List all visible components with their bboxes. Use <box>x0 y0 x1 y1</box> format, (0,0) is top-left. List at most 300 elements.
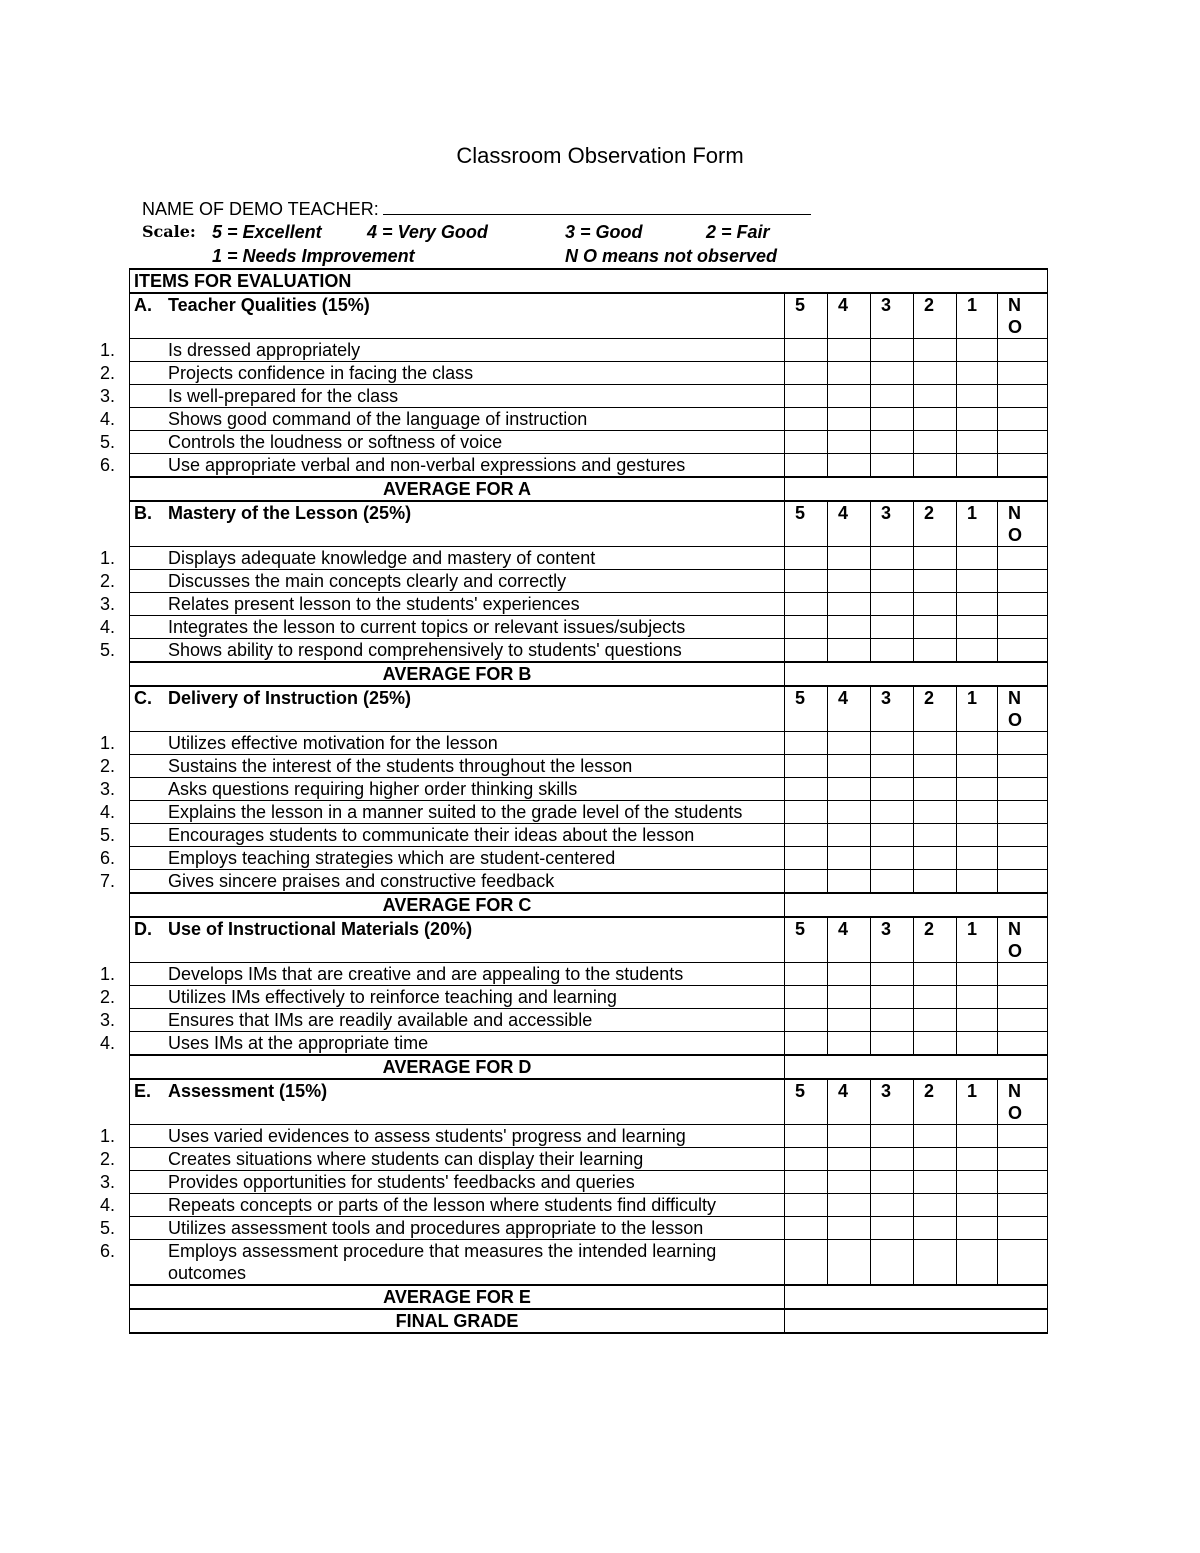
rating-cell[interactable] <box>957 1009 998 1032</box>
rating-cell[interactable] <box>828 1032 871 1056</box>
score-header <box>871 293 914 339</box>
rating-cell[interactable] <box>914 986 957 1009</box>
rating-cell[interactable] <box>914 362 957 385</box>
rating-cell[interactable] <box>785 1148 828 1171</box>
item-text: Displays adequate knowledge and mastery of content <box>168 548 596 568</box>
item-text-wrap <box>100 1009 780 1031</box>
item-number: 3. <box>100 779 116 799</box>
rating-cell[interactable] <box>957 870 998 894</box>
rating-cell[interactable] <box>871 570 914 593</box>
item-text-wrap <box>100 362 780 384</box>
section-header-row <box>130 686 1048 732</box>
items-header-row <box>130 269 1048 293</box>
teacher-name-field[interactable] <box>383 196 811 215</box>
rating-cell[interactable] <box>828 801 871 824</box>
rating-cell[interactable] <box>828 639 871 663</box>
item-cell <box>100 1194 785 1217</box>
rating-cell[interactable] <box>828 963 871 986</box>
score-header-label: 5 <box>795 1081 806 1101</box>
item-text-wrap <box>100 801 780 823</box>
teacher-name-label: NAME OF DEMO TEACHER: <box>142 199 379 219</box>
item-text-wrap <box>100 593 780 615</box>
rating-cell[interactable] <box>828 1125 871 1148</box>
item-text: Use appropriate verbal and non-verbal expressions and gestures <box>168 455 686 475</box>
rating-cell[interactable] <box>871 1240 914 1286</box>
average-label: AVERAGE FOR E <box>130 1285 785 1309</box>
rating-cell[interactable] <box>957 616 998 639</box>
rating-cell[interactable] <box>998 755 1048 778</box>
rating-cell[interactable] <box>828 547 871 570</box>
rating-cell[interactable] <box>828 616 871 639</box>
item-row <box>130 1125 1048 1148</box>
rating-cell[interactable] <box>785 801 828 824</box>
item-row <box>130 1194 1048 1217</box>
rating-cell[interactable] <box>957 339 998 362</box>
final-grade-value-cell[interactable] <box>785 1309 1048 1333</box>
rating-cell[interactable] <box>785 1171 828 1194</box>
score-header <box>914 501 957 547</box>
item-number: 6. <box>100 1241 116 1261</box>
section-title: Mastery of the Lesson (25%) <box>168 503 412 523</box>
rating-cell[interactable] <box>914 1217 957 1240</box>
rating-cell[interactable] <box>871 593 914 616</box>
rating-cell[interactable] <box>828 339 871 362</box>
item-text: Utilizes assessment tools and procedures appropriate to the lesson <box>168 1218 704 1238</box>
average-row <box>130 1055 1048 1079</box>
item-cell <box>100 431 785 454</box>
rating-cell[interactable] <box>871 639 914 663</box>
item-text-wrap <box>100 847 780 869</box>
item-cell <box>100 1148 785 1171</box>
rating-cell[interactable] <box>998 1240 1048 1286</box>
item-text: Projects confidence in facing the class <box>168 363 474 383</box>
average-value-cell[interactable] <box>785 1285 1048 1309</box>
rating-cell[interactable] <box>785 593 828 616</box>
item-text: Develops IMs that are creative and are appealing to the students <box>168 964 684 984</box>
item-number: 3. <box>100 386 116 406</box>
rating-cell[interactable] <box>785 339 828 362</box>
score-header <box>828 501 871 547</box>
item-cell <box>100 824 785 847</box>
section-letter: A. <box>134 295 152 315</box>
rating-cell[interactable] <box>828 408 871 431</box>
score-header <box>828 686 871 732</box>
score-header-label: 1 <box>967 688 978 708</box>
rating-cell[interactable] <box>998 778 1048 801</box>
score-header <box>998 1079 1048 1125</box>
rating-cell[interactable] <box>871 385 914 408</box>
rating-cell[interactable] <box>957 1125 998 1148</box>
item-row <box>130 1148 1048 1171</box>
final-grade-label: FINAL GRADE <box>130 1309 785 1333</box>
item-number: 2. <box>100 1149 116 1169</box>
rating-cell[interactable] <box>957 547 998 570</box>
rating-cell[interactable] <box>998 847 1048 870</box>
scale-1: 1 = Needs Improvement <box>212 246 415 266</box>
rating-cell[interactable] <box>871 431 914 454</box>
rating-cell[interactable] <box>914 639 957 663</box>
item-cell <box>100 362 785 385</box>
item-row <box>130 593 1048 616</box>
rating-cell[interactable] <box>828 870 871 894</box>
item-text: Ensures that IMs are readily available and accessible <box>168 1010 593 1030</box>
item-cell <box>100 616 785 639</box>
item-cell <box>100 1032 785 1056</box>
rating-cell[interactable] <box>785 824 828 847</box>
rating-cell[interactable] <box>998 454 1048 478</box>
item-number: 5. <box>100 825 116 845</box>
rating-cell[interactable] <box>828 732 871 755</box>
score-header <box>914 917 957 963</box>
item-row <box>130 547 1048 570</box>
item-number: 7. <box>100 871 116 891</box>
rating-cell[interactable] <box>785 732 828 755</box>
score-header <box>957 501 998 547</box>
rating-cell[interactable] <box>957 778 998 801</box>
score-header <box>957 686 998 732</box>
rating-cell[interactable] <box>828 1171 871 1194</box>
rating-cell[interactable] <box>785 755 828 778</box>
item-cell <box>100 1217 785 1240</box>
item-text-wrap <box>100 870 780 892</box>
item-row <box>130 362 1048 385</box>
score-header <box>998 917 1048 963</box>
rating-cell[interactable] <box>914 963 957 986</box>
rating-cell[interactable] <box>785 986 828 1009</box>
rating-cell[interactable] <box>957 639 998 663</box>
average-row <box>130 477 1048 501</box>
rating-cell[interactable] <box>914 1032 957 1056</box>
item-number: 2. <box>100 363 116 383</box>
rating-cell[interactable] <box>828 778 871 801</box>
rating-cell[interactable] <box>828 986 871 1009</box>
score-header <box>785 917 828 963</box>
rating-cell[interactable] <box>871 408 914 431</box>
rating-cell[interactable] <box>785 1125 828 1148</box>
rating-cell[interactable] <box>914 593 957 616</box>
scale-5: 5 = Excellent <box>212 222 322 242</box>
score-header-label: 1 <box>967 1081 978 1101</box>
rating-cell[interactable] <box>957 963 998 986</box>
average-value-cell[interactable] <box>785 893 1048 917</box>
rating-cell[interactable] <box>828 593 871 616</box>
rating-cell[interactable] <box>871 847 914 870</box>
section-letter: D. <box>134 919 152 939</box>
rating-cell[interactable] <box>957 1032 998 1056</box>
rating-cell[interactable] <box>828 1194 871 1217</box>
rating-cell[interactable] <box>828 847 871 870</box>
rating-cell[interactable] <box>998 963 1048 986</box>
rating-cell[interactable] <box>871 824 914 847</box>
rating-cell[interactable] <box>957 593 998 616</box>
item-cell <box>100 963 785 986</box>
section-letter: B. <box>134 503 152 523</box>
rating-cell[interactable] <box>998 1032 1048 1056</box>
rating-cell[interactable] <box>871 1148 914 1171</box>
rating-cell[interactable] <box>871 339 914 362</box>
item-number: 1. <box>100 733 116 753</box>
item-cell <box>100 755 785 778</box>
rating-cell[interactable] <box>871 1125 914 1148</box>
rating-cell[interactable] <box>998 362 1048 385</box>
rating-cell[interactable] <box>957 1217 998 1240</box>
rating-cell[interactable] <box>957 755 998 778</box>
average-value-cell[interactable] <box>785 662 1048 686</box>
rating-cell[interactable] <box>914 454 957 478</box>
item-row <box>130 1217 1048 1240</box>
rating-cell[interactable] <box>785 639 828 663</box>
item-text-wrap <box>100 824 780 846</box>
teacher-name-row <box>142 196 811 220</box>
item-row <box>130 824 1048 847</box>
rating-cell[interactable] <box>957 385 998 408</box>
rating-cell[interactable] <box>871 963 914 986</box>
average-value-cell[interactable] <box>785 477 1048 501</box>
rating-cell[interactable] <box>871 1217 914 1240</box>
rating-cell[interactable] <box>785 431 828 454</box>
rating-cell[interactable] <box>998 339 1048 362</box>
item-cell <box>100 847 785 870</box>
rating-cell[interactable] <box>785 547 828 570</box>
rating-cell[interactable] <box>871 1009 914 1032</box>
section-title-cell <box>130 1079 785 1125</box>
rating-cell[interactable] <box>914 778 957 801</box>
rating-cell[interactable] <box>785 1217 828 1240</box>
rating-cell[interactable] <box>957 1194 998 1217</box>
rating-cell[interactable] <box>957 1171 998 1194</box>
rating-cell[interactable] <box>871 1194 914 1217</box>
item-text-wrap <box>100 547 780 569</box>
item-text-wrap <box>100 454 780 476</box>
item-cell <box>100 732 785 755</box>
rating-cell[interactable] <box>998 1217 1048 1240</box>
score-header-label: N O <box>1008 688 1023 730</box>
rating-cell[interactable] <box>828 362 871 385</box>
average-row <box>130 662 1048 686</box>
rating-cell[interactable] <box>957 824 998 847</box>
score-header-label: 1 <box>967 503 978 523</box>
score-header <box>828 1079 871 1125</box>
rating-cell[interactable] <box>914 339 957 362</box>
rating-cell[interactable] <box>914 1125 957 1148</box>
section-header-row <box>130 917 1048 963</box>
score-header-label: 2 <box>924 688 935 708</box>
item-text-wrap <box>100 1171 780 1193</box>
rating-cell[interactable] <box>957 408 998 431</box>
rating-cell[interactable] <box>957 431 998 454</box>
item-text: Relates present lesson to the students' experiences <box>168 594 580 614</box>
rating-cell[interactable] <box>785 362 828 385</box>
item-text-wrap <box>100 431 780 453</box>
rating-cell[interactable] <box>914 385 957 408</box>
rating-cell[interactable] <box>785 778 828 801</box>
item-row <box>130 1009 1048 1032</box>
rating-cell[interactable] <box>957 1148 998 1171</box>
rating-cell[interactable] <box>914 616 957 639</box>
rating-cell[interactable] <box>998 1148 1048 1171</box>
score-header <box>785 501 828 547</box>
rating-cell[interactable] <box>998 639 1048 663</box>
item-text-wrap <box>100 570 780 592</box>
section-title-cell <box>130 686 785 732</box>
score-header-label: 2 <box>924 1081 935 1101</box>
rating-cell[interactable] <box>998 547 1048 570</box>
rating-cell[interactable] <box>871 454 914 478</box>
rating-cell[interactable] <box>914 1171 957 1194</box>
item-number: 2. <box>100 756 116 776</box>
item-text-wrap <box>100 778 780 800</box>
score-header <box>914 1079 957 1125</box>
rating-cell[interactable] <box>998 408 1048 431</box>
rating-cell[interactable] <box>914 1194 957 1217</box>
score-header-label: 2 <box>924 503 935 523</box>
rating-cell[interactable] <box>914 431 957 454</box>
rating-cell[interactable] <box>871 755 914 778</box>
rating-cell[interactable] <box>998 986 1048 1009</box>
score-header <box>785 686 828 732</box>
rating-cell[interactable] <box>957 732 998 755</box>
rating-cell[interactable] <box>914 755 957 778</box>
rating-cell[interactable] <box>785 1032 828 1056</box>
rating-cell[interactable] <box>998 801 1048 824</box>
rating-cell[interactable] <box>871 732 914 755</box>
page-title: Classroom Observation Form <box>456 143 744 168</box>
rating-cell[interactable] <box>914 847 957 870</box>
rating-cell[interactable] <box>871 547 914 570</box>
item-row <box>130 616 1048 639</box>
rating-cell[interactable] <box>998 870 1048 894</box>
rating-cell[interactable] <box>957 986 998 1009</box>
rating-cell[interactable] <box>914 824 957 847</box>
average-value-cell[interactable] <box>785 1055 1048 1079</box>
score-header <box>828 293 871 339</box>
item-text-wrap <box>100 1240 780 1284</box>
score-header-label: 4 <box>838 503 849 523</box>
rating-cell[interactable] <box>785 1240 828 1286</box>
item-text-wrap <box>100 408 780 430</box>
rating-cell[interactable] <box>828 385 871 408</box>
rating-cell[interactable] <box>785 963 828 986</box>
rating-cell[interactable] <box>998 570 1048 593</box>
rating-cell[interactable] <box>785 847 828 870</box>
item-text: Uses IMs at the appropriate time <box>168 1033 429 1053</box>
rating-cell[interactable] <box>914 801 957 824</box>
rating-cell[interactable] <box>998 1194 1048 1217</box>
evaluation-table <box>100 268 1048 1334</box>
item-text: Is dressed appropriately <box>168 340 361 360</box>
rating-cell[interactable] <box>914 1240 957 1286</box>
rating-cell[interactable] <box>828 431 871 454</box>
rating-cell[interactable] <box>914 408 957 431</box>
rating-cell[interactable] <box>871 870 914 894</box>
score-header-label: 3 <box>881 688 892 708</box>
rating-cell[interactable] <box>785 870 828 894</box>
item-number: 4. <box>100 409 116 429</box>
item-text-wrap <box>100 963 780 985</box>
item-number: 4. <box>100 1033 116 1053</box>
final-grade-row <box>130 1309 1048 1333</box>
rating-cell[interactable] <box>914 547 957 570</box>
item-row <box>130 732 1048 755</box>
rating-cell[interactable] <box>998 593 1048 616</box>
rating-cell[interactable] <box>998 824 1048 847</box>
rating-cell[interactable] <box>828 570 871 593</box>
item-number: 4. <box>100 802 116 822</box>
item-row <box>130 847 1048 870</box>
scale-no: N O means not observed <box>565 246 778 266</box>
rating-cell[interactable] <box>785 385 828 408</box>
item-number: 4. <box>100 617 116 637</box>
rating-cell[interactable] <box>914 732 957 755</box>
rating-cell[interactable] <box>998 732 1048 755</box>
rating-cell[interactable] <box>828 755 871 778</box>
rating-cell[interactable] <box>998 1125 1048 1148</box>
rating-cell[interactable] <box>871 801 914 824</box>
rating-cell[interactable] <box>828 824 871 847</box>
item-text: Utilizes effective motivation for the lesson <box>168 733 498 753</box>
rating-cell[interactable] <box>957 801 998 824</box>
rating-cell[interactable] <box>871 616 914 639</box>
rating-cell[interactable] <box>785 454 828 478</box>
rating-cell[interactable] <box>828 1240 871 1286</box>
rating-cell[interactable] <box>785 1009 828 1032</box>
rating-cell[interactable] <box>828 1148 871 1171</box>
rating-cell[interactable] <box>957 454 998 478</box>
rating-cell[interactable] <box>871 362 914 385</box>
rating-cell[interactable] <box>998 1171 1048 1194</box>
item-cell <box>100 1009 785 1032</box>
item-text-wrap <box>100 755 780 777</box>
rating-cell[interactable] <box>871 778 914 801</box>
rating-cell[interactable] <box>828 454 871 478</box>
score-header-label: 4 <box>838 919 849 939</box>
rating-cell[interactable] <box>914 1148 957 1171</box>
rating-cell[interactable] <box>785 570 828 593</box>
rating-cell[interactable] <box>785 616 828 639</box>
rating-cell[interactable] <box>998 616 1048 639</box>
rating-cell[interactable] <box>914 570 957 593</box>
score-header-label: N O <box>1008 503 1023 545</box>
section-title: Teacher Qualities (15%) <box>168 295 370 315</box>
item-row <box>130 755 1048 778</box>
rating-cell[interactable] <box>998 1009 1048 1032</box>
rating-cell[interactable] <box>828 1009 871 1032</box>
score-header <box>998 501 1048 547</box>
score-header-label: 1 <box>967 919 978 939</box>
rating-cell[interactable] <box>998 431 1048 454</box>
rating-cell[interactable] <box>785 1194 828 1217</box>
item-cell <box>100 408 785 431</box>
rating-cell[interactable] <box>828 1217 871 1240</box>
item-text: Uses varied evidences to assess students' progress and learning <box>168 1126 686 1146</box>
item-text: Controls the loudness or softness of voice <box>168 432 503 452</box>
item-row <box>130 431 1048 454</box>
rating-cell[interactable] <box>957 362 998 385</box>
rating-cell[interactable] <box>871 1032 914 1056</box>
rating-cell[interactable] <box>914 1009 957 1032</box>
rating-cell[interactable] <box>957 1240 998 1286</box>
rating-cell[interactable] <box>871 986 914 1009</box>
item-row <box>130 339 1048 362</box>
rating-cell[interactable] <box>998 385 1048 408</box>
item-text-wrap <box>100 732 780 754</box>
score-header <box>871 501 914 547</box>
rating-cell[interactable] <box>785 408 828 431</box>
rating-cell[interactable] <box>957 570 998 593</box>
rating-cell[interactable] <box>957 847 998 870</box>
rating-cell[interactable] <box>871 1171 914 1194</box>
rating-cell[interactable] <box>914 870 957 894</box>
